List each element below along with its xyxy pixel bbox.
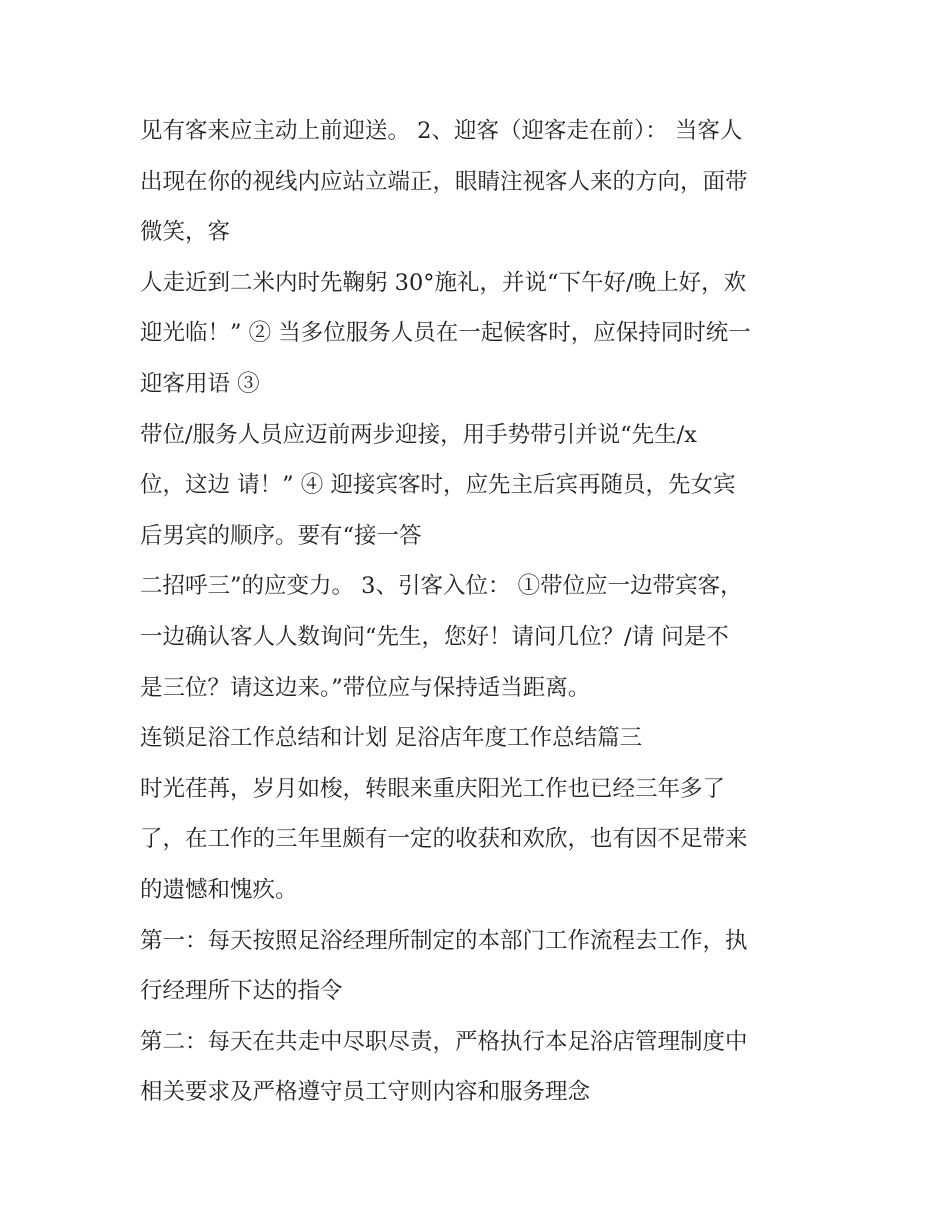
text-line: 迎客用语 ③	[140, 370, 260, 397]
text-line: 二招呼三”的应变力。 3、引客入位： ①带位应一边带宾客，	[140, 573, 743, 600]
text-line: 后男宾的顺序。要有“接一答	[140, 522, 422, 549]
text-line: 迎光临！” ② 当多位服务人员在一起候客时，应保持同时统一	[140, 320, 751, 347]
text-line: 是三位？请这边来。”带位应与保持适当距离。	[140, 674, 591, 701]
text-line: 行经理所下达的指令	[140, 978, 343, 1005]
text-line: 第二：每天在共走中尽职尽责，严格执行本足浴店管理制度中	[140, 1028, 748, 1055]
text-line: 带位/服务人员应迈前两步迎接，用手势带引并说“先生/x	[140, 421, 697, 448]
text-line: 第一：每天按照足浴经理所制定的本部门工作流程去工作，执	[140, 927, 748, 954]
text-line: 微笑，客	[140, 219, 231, 246]
text-line: 时光荏苒，岁月如梭，转眼来重庆阳光工作也已经三年多了	[140, 775, 726, 802]
text-line: 出现在你的视线内应站立端正，眼睛注视客人来的方向，面带	[140, 168, 748, 195]
section-heading: 连锁足浴工作总结和计划 足浴店年度工作总结篇三	[140, 725, 643, 752]
text-line: 位，这边 请！” ④ 迎接宾客时，应先主后宾再随员，先女宾	[140, 472, 736, 499]
text-line: 见有客来应主动上前迎送。 2、迎客（迎客走在前）： 当客人	[140, 118, 743, 144]
text-line: 了，在工作的三年里颇有一定的收获和欢欣，也有因不足带来	[140, 826, 748, 853]
text-line: 相关要求及严格遵守员工守则内容和服务理念	[140, 1079, 591, 1106]
document-body	[140, 106, 820, 1118]
text-line: 一边确认客人人数询问“先生，您好！请问几位？/请 问是不	[140, 623, 729, 650]
text-line: 的遗憾和愧疚。	[140, 876, 298, 903]
text-line: 人走近到二米内时先鞠躬 30°施礼，并说“下午好/晚上好，欢	[140, 269, 747, 296]
